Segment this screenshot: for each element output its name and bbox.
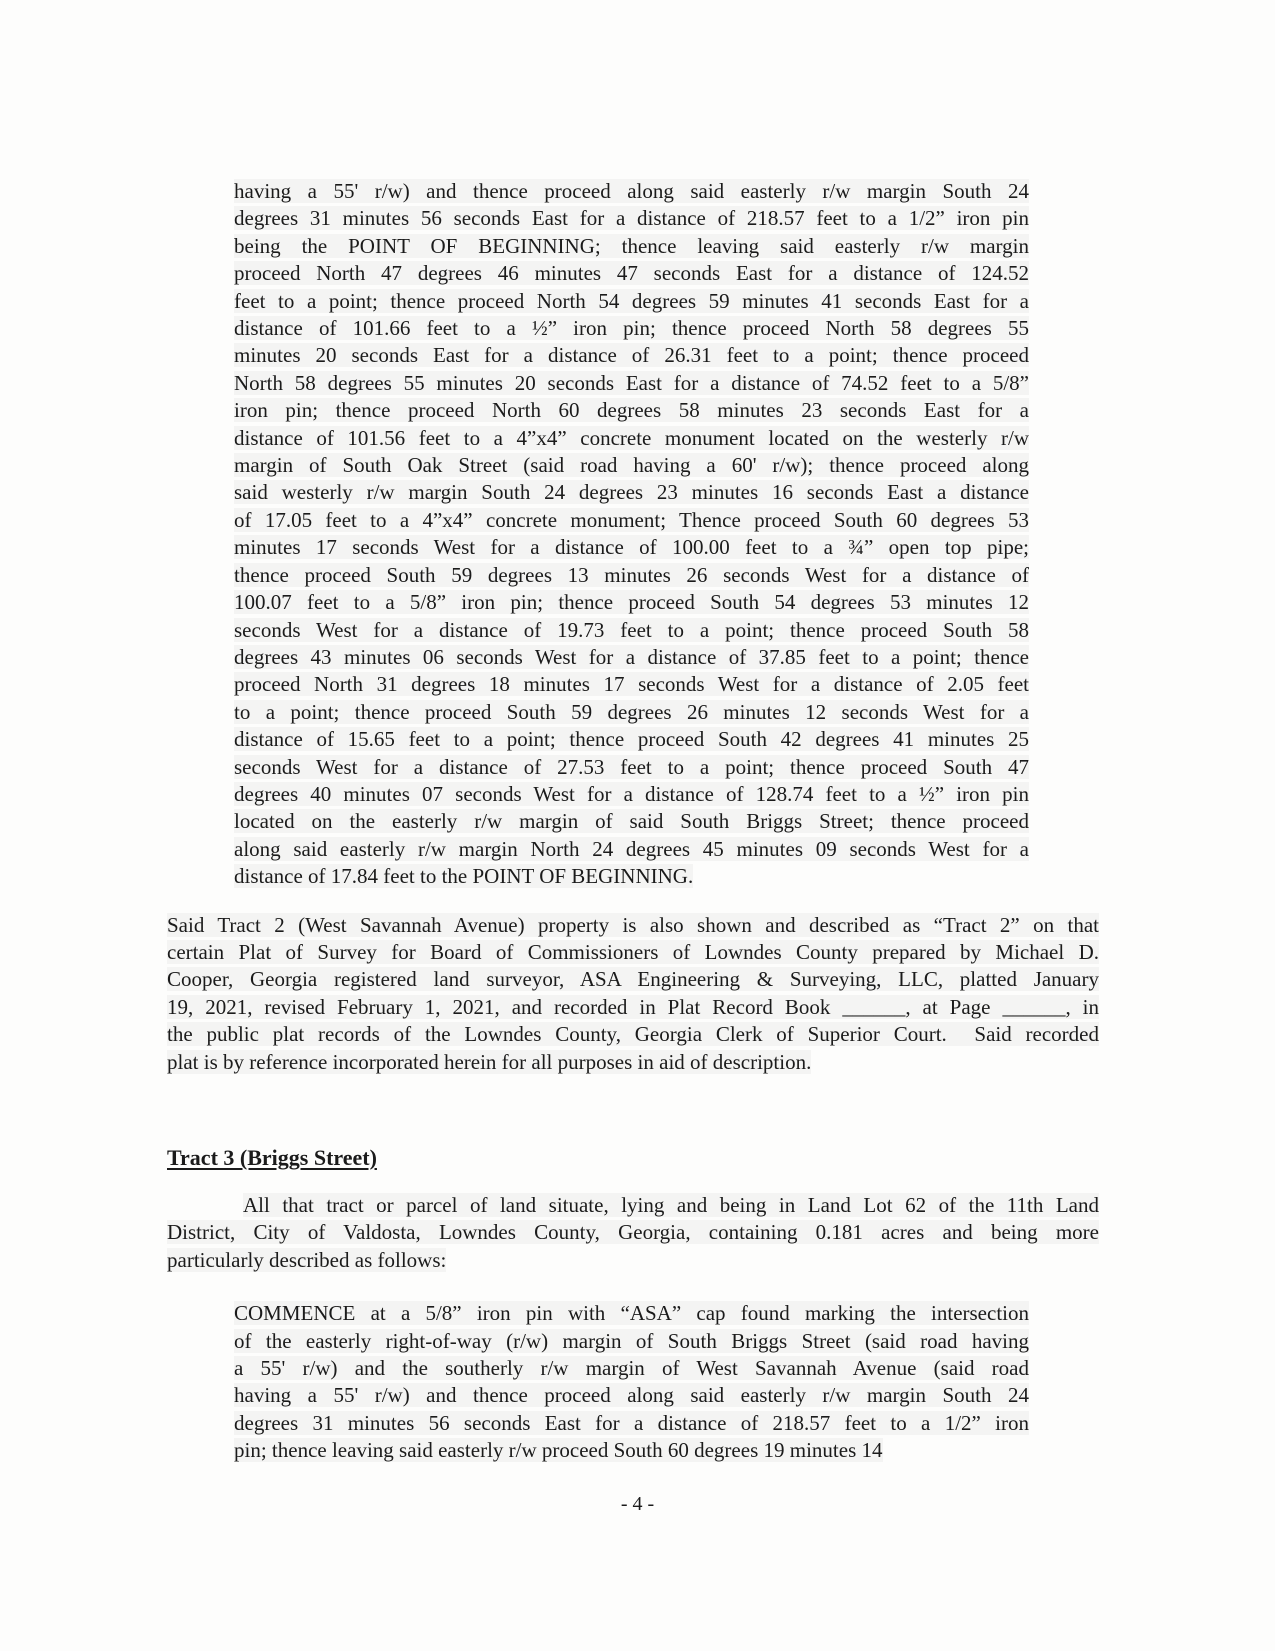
text-line <box>234 260 1029 287</box>
text-line-content: COMMENCE at a 5/8” iron pin with “ASA” cap found marking the intersection <box>234 1301 1029 1326</box>
text-line-content: degrees 40 minutes 07 seconds West for a distance of 128.74 feet to a ½” iron pin <box>234 781 1029 806</box>
text-line <box>234 671 1029 698</box>
text-line-content: minutes 20 seconds East for a distance of 26.31 feet to a point; thence proceed <box>234 343 1029 368</box>
text-line-content: proceed North 31 degrees 18 minutes 17 seconds West for a distance of 2.05 feet <box>234 672 1029 697</box>
text-line <box>167 1049 1099 1076</box>
tract2-legal-description-paragraph <box>234 178 1029 891</box>
text-line <box>234 781 1029 808</box>
text-line <box>234 178 1029 205</box>
text-line <box>234 205 1029 232</box>
text-line-content: to a point; thence proceed South 59 degrees 26 minutes 12 seconds West for a <box>234 699 1029 724</box>
page-number: - 4 - <box>620 1492 655 1515</box>
tract3-section-heading-text: Tract 3 (Briggs Street) <box>167 1145 377 1170</box>
text-line-content: degrees 31 minutes 56 seconds East for a distance of 218.57 feet to a 1/2” iron pin <box>234 206 1029 231</box>
text-line-content: seconds West for a distance of 27.53 feet to a point; thence proceed South 47 <box>234 754 1029 779</box>
text-line <box>234 342 1029 369</box>
text-line <box>167 1192 1099 1219</box>
text-line <box>167 994 1099 1021</box>
text-line-content: having a 55' r/w) and thence proceed along said easterly r/w margin South 24 <box>234 1383 1029 1408</box>
text-line-content: the public plat records of the Lowndes County, Georgia Clerk of Superior Court. Said recorded <box>167 1022 1099 1047</box>
text-line <box>234 754 1029 781</box>
tract3-commence-paragraph <box>234 1300 1029 1464</box>
text-line-content: All that tract or parcel of land situate, lying and being in Land Lot 62 of the 11th Land <box>243 1193 1099 1217</box>
text-line <box>234 836 1029 863</box>
text-line-content: of 17.05 feet to a 4”x4” concrete monument; Thence proceed South 60 degrees 53 <box>234 507 1029 532</box>
text-line <box>234 1300 1029 1327</box>
text-line <box>234 507 1029 534</box>
text-line <box>234 726 1029 753</box>
text-line <box>234 452 1029 479</box>
text-line-content: along said easterly r/w margin North 24 degrees 45 minutes 09 seconds West for a <box>234 836 1029 861</box>
text-line-content: proceed North 47 degrees 46 minutes 47 seconds East for a distance of 124.52 <box>234 261 1029 286</box>
tract3-intro-paragraph <box>167 1192 1099 1274</box>
tract3-section-heading <box>167 1144 1275 1171</box>
text-line <box>167 912 1099 939</box>
text-line <box>234 534 1029 561</box>
text-line-content: feet to a point; thence proceed North 54 degrees 59 minutes 41 seconds East for a <box>234 288 1029 313</box>
text-line <box>234 397 1029 424</box>
text-line-content: located on the easterly r/w margin of said South Briggs Street; thence proceed <box>234 809 1029 834</box>
text-line <box>234 863 1029 890</box>
text-line <box>167 1247 1099 1274</box>
text-line <box>234 1382 1029 1409</box>
text-line-content: particularly described as follows: <box>167 1247 447 1272</box>
text-line-content: margin of South Oak Street (said road having a 60' r/w); thence proceed along <box>234 453 1029 478</box>
text-line-content: certain Plat of Survey for Board of Commissioners of Lowndes County prepared by Michael D. <box>167 939 1099 964</box>
text-line-content: of the easterly right-of-way (r/w) margin of South Briggs Street (said road having <box>234 1328 1029 1353</box>
text-line <box>234 617 1029 644</box>
text-line-content: being the POINT OF BEGINNING; thence leaving said easterly r/w margin <box>234 233 1029 258</box>
text-line <box>234 589 1029 616</box>
text-line <box>234 1410 1029 1437</box>
text-line <box>167 1021 1099 1048</box>
text-line <box>234 699 1029 726</box>
text-line-content: pin; thence leaving said easterly r/w proceed South 60 degrees 19 minutes 14 <box>234 1438 883 1463</box>
text-line-content: degrees 43 minutes 06 seconds West for a distance of 37.85 feet to a point; thence <box>234 644 1029 669</box>
text-line-content: North 58 degrees 55 minutes 20 seconds East for a distance of 74.52 feet to a 5/8” <box>234 370 1029 395</box>
text-line <box>234 1355 1029 1382</box>
text-line <box>167 1219 1099 1246</box>
text-line-content: distance of 101.66 feet to a ½” iron pin; thence proceed North 58 degrees 55 <box>234 316 1029 341</box>
text-line-content: Said Tract 2 (West Savannah Avenue) property is also shown and described as “Tract 2” on that <box>167 912 1099 937</box>
text-line <box>234 425 1029 452</box>
text-line-content: seconds West for a distance of 19.73 feet to a point; thence proceed South 58 <box>234 617 1029 642</box>
text-line-content: degrees 31 minutes 56 seconds East for a distance of 218.57 feet to a 1/2” iron <box>234 1410 1029 1435</box>
text-line-content: distance of 15.65 feet to a point; thence proceed South 42 degrees 41 minutes 25 <box>234 727 1029 752</box>
text-line <box>234 644 1029 671</box>
text-line-content: iron pin; thence proceed North 60 degrees 58 minutes 23 seconds East for a <box>234 398 1029 423</box>
text-line-content: 19, 2021, revised February 1, 2021, and recorded in Plat Record Book ______, at Page ______, in <box>167 994 1099 1019</box>
text-line-content: a 55' r/w) and the southerly r/w margin of West Savannah Avenue (said road <box>234 1356 1029 1381</box>
text-line <box>234 233 1029 260</box>
text-line-content: thence proceed South 59 degrees 13 minutes 26 seconds West for a distance of <box>234 562 1029 587</box>
text-line-content: said westerly r/w margin South 24 degrees 23 minutes 16 seconds East a distance <box>234 480 1029 505</box>
text-line <box>234 1328 1029 1355</box>
text-line-content: 100.07 feet to a 5/8” iron pin; thence proceed South 54 degrees 53 minutes 12 <box>234 590 1029 615</box>
text-line <box>234 315 1029 342</box>
text-line <box>234 1437 1029 1464</box>
text-line-content: having a 55' r/w) and thence proceed along said easterly r/w margin South 24 <box>234 179 1029 203</box>
text-line-content: distance of 101.56 feet to a 4”x4” concrete monument located on the westerly r/w <box>234 425 1029 450</box>
text-line-content: plat is by reference incorporated herein for all purposes in aid of description. <box>167 1049 812 1074</box>
text-line-content: minutes 17 seconds West for a distance of 100.00 feet to a ¾” open top pipe; <box>234 535 1029 560</box>
tract2-plat-reference-paragraph <box>167 912 1099 1076</box>
text-line <box>234 479 1029 506</box>
text-line-content: distance of 17.84 feet to the POINT OF BEGINNING. <box>234 864 694 889</box>
text-line <box>167 966 1099 993</box>
text-line <box>234 288 1029 315</box>
text-line-content: District, City of Valdosta, Lowndes County, Georgia, containing 0.181 acres and being more <box>167 1220 1099 1245</box>
text-line <box>234 808 1029 835</box>
text-line <box>234 370 1029 397</box>
text-line-content: Cooper, Georgia registered land surveyor, ASA Engineering & Surveying, LLC, platted January <box>167 967 1099 992</box>
text-line <box>167 939 1099 966</box>
text-line <box>234 562 1029 589</box>
